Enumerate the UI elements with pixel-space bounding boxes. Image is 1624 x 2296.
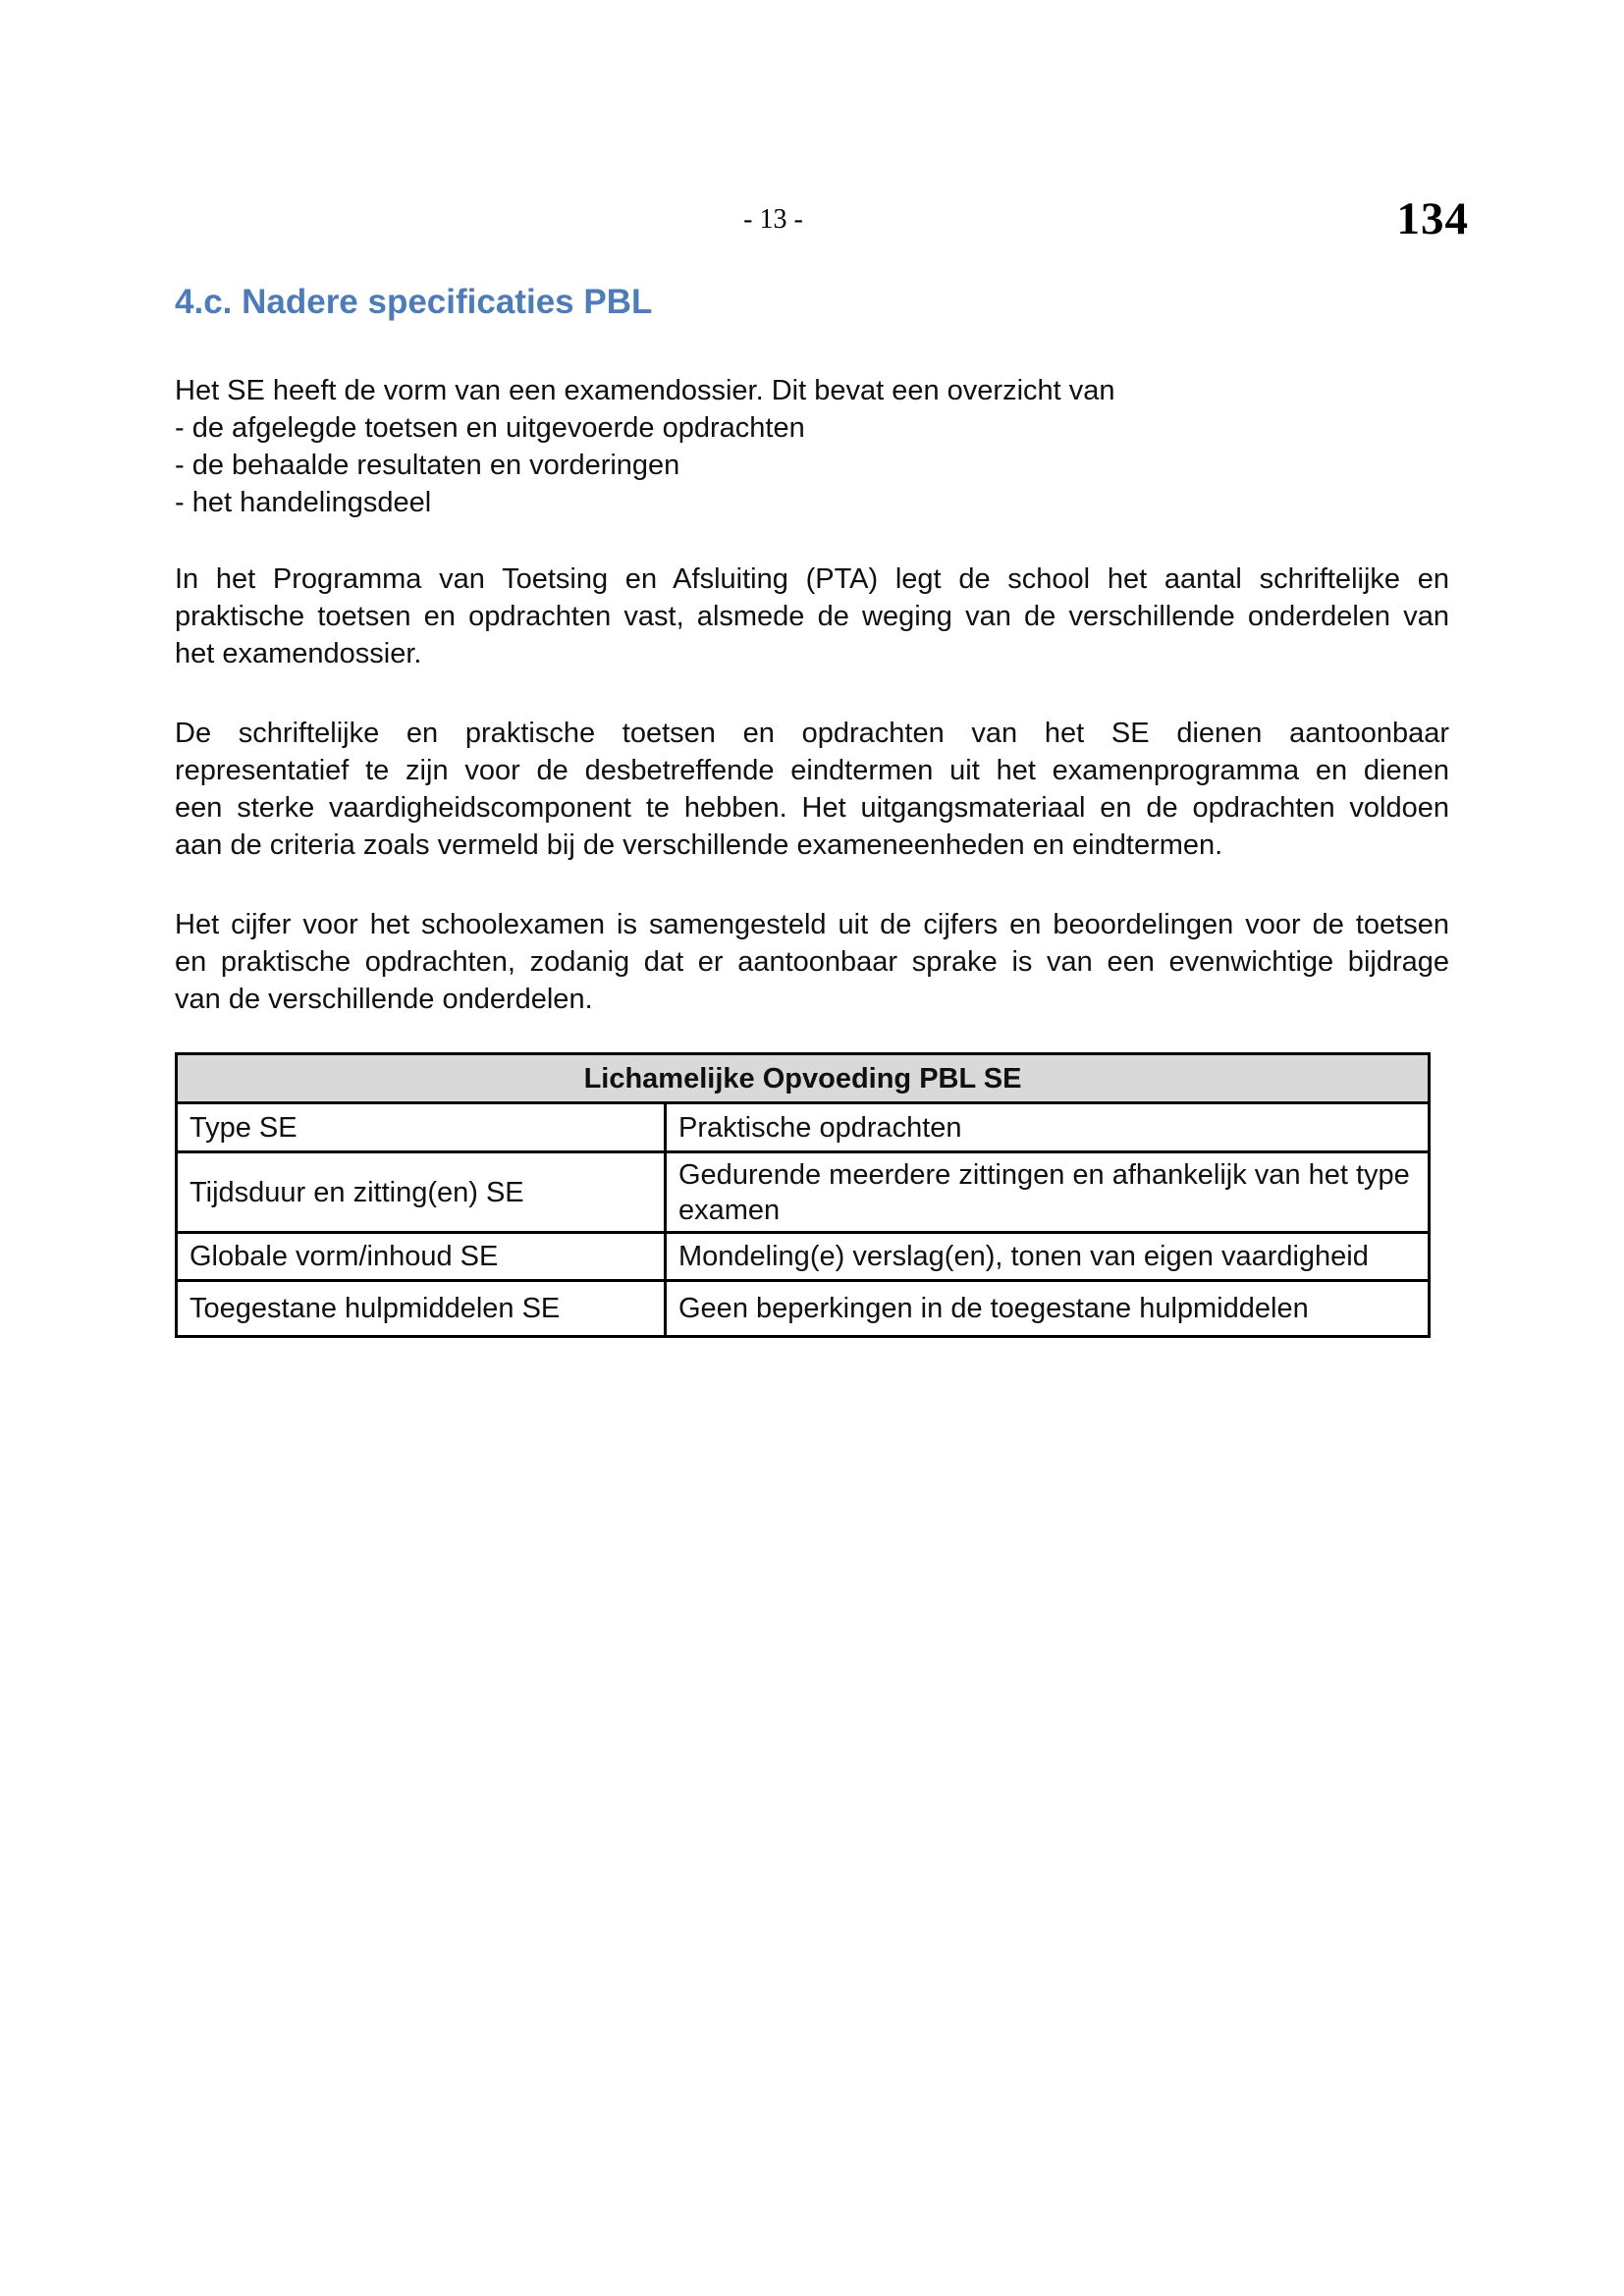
paragraph-examendossier bbox=[175, 372, 1449, 521]
paragraph-pta bbox=[175, 561, 1449, 672]
paragraph-line: aan de criteria zoals vermeld bij de verschillende exameneenheden en eindtermen. bbox=[175, 829, 1223, 861]
page-number: - 13 - bbox=[743, 204, 803, 235]
paragraph-line: en praktische opdrachten, zodanig dat er aantoonbaar sprake is van een evenwichtige bijdrage bbox=[175, 946, 1449, 978]
row-label-cell: Tijdsduur en zitting(en) SE bbox=[177, 1152, 666, 1233]
table-header-row bbox=[177, 1054, 1430, 1103]
paragraph-line: De schriftelijke en praktische toetsen en opdrachten van het SE dienen aantoonbaar bbox=[175, 718, 1449, 749]
row-value-cell: Geen beperkingen in de toegestane hulpmiddelen bbox=[666, 1281, 1430, 1337]
paragraph-line: Het cijfer voor het schoolexamen is samengesteld uit de cijfers en beoordelingen voor de toetsen bbox=[175, 909, 1449, 940]
row-label-cell: Globale vorm/inhoud SE bbox=[177, 1233, 666, 1281]
paragraph-line: het examendossier. bbox=[175, 638, 422, 669]
paragraph-line: een sterke vaardigheidscomponent te hebben. Het uitgangsmateriaal en de opdrachten voldoen bbox=[175, 792, 1449, 824]
table-title: Lichamelijke Opvoeding PBL SE bbox=[177, 1054, 1430, 1103]
table-row bbox=[177, 1152, 1430, 1233]
list-item: - de behaalde resultaten en vorderingen bbox=[175, 450, 680, 481]
paragraph-cijfer bbox=[175, 906, 1449, 1018]
list-item: - het handelingsdeel bbox=[175, 487, 432, 518]
table-row bbox=[177, 1281, 1430, 1337]
table-row bbox=[177, 1103, 1430, 1152]
se-specification-table bbox=[175, 1052, 1431, 1338]
stamp-number: 134 bbox=[1396, 193, 1469, 244]
paragraph-line: representatief te zijn voor de desbetreffende eindtermen uit het examenprogramma en dienen bbox=[175, 755, 1449, 786]
row-label-cell: Type SE bbox=[177, 1103, 666, 1152]
paragraph-line: van de verschillende onderdelen. bbox=[175, 984, 593, 1015]
row-label-cell: Toegestane hulpmiddelen SE bbox=[177, 1281, 666, 1337]
paragraph-toetsen bbox=[175, 715, 1449, 864]
paragraph-line: Het SE heeft de vorm van een examendossier. Dit bevat een overzicht van bbox=[175, 375, 1115, 406]
row-value-cell: Mondeling(e) verslag(en), tonen van eigen vaardigheid bbox=[666, 1233, 1430, 1281]
paragraph-line: praktische toetsen en opdrachten vast, alsmede de weging van de verschillende onderdelen van bbox=[175, 601, 1449, 632]
page-title: 4.c. Nadere specificaties PBL bbox=[175, 283, 653, 321]
paragraph-line: In het Programma van Toetsing en Afsluiting (PTA) legt de school het aantal schriftelijke en bbox=[175, 563, 1449, 595]
table-row bbox=[177, 1233, 1430, 1281]
row-value-cell: Gedurende meerdere zittingen en afhankelijk van het type examen bbox=[666, 1152, 1430, 1233]
row-value-cell: Praktische opdrachten bbox=[666, 1103, 1430, 1152]
list-item: - de afgelegde toetsen en uitgevoerde opdrachten bbox=[175, 412, 805, 444]
